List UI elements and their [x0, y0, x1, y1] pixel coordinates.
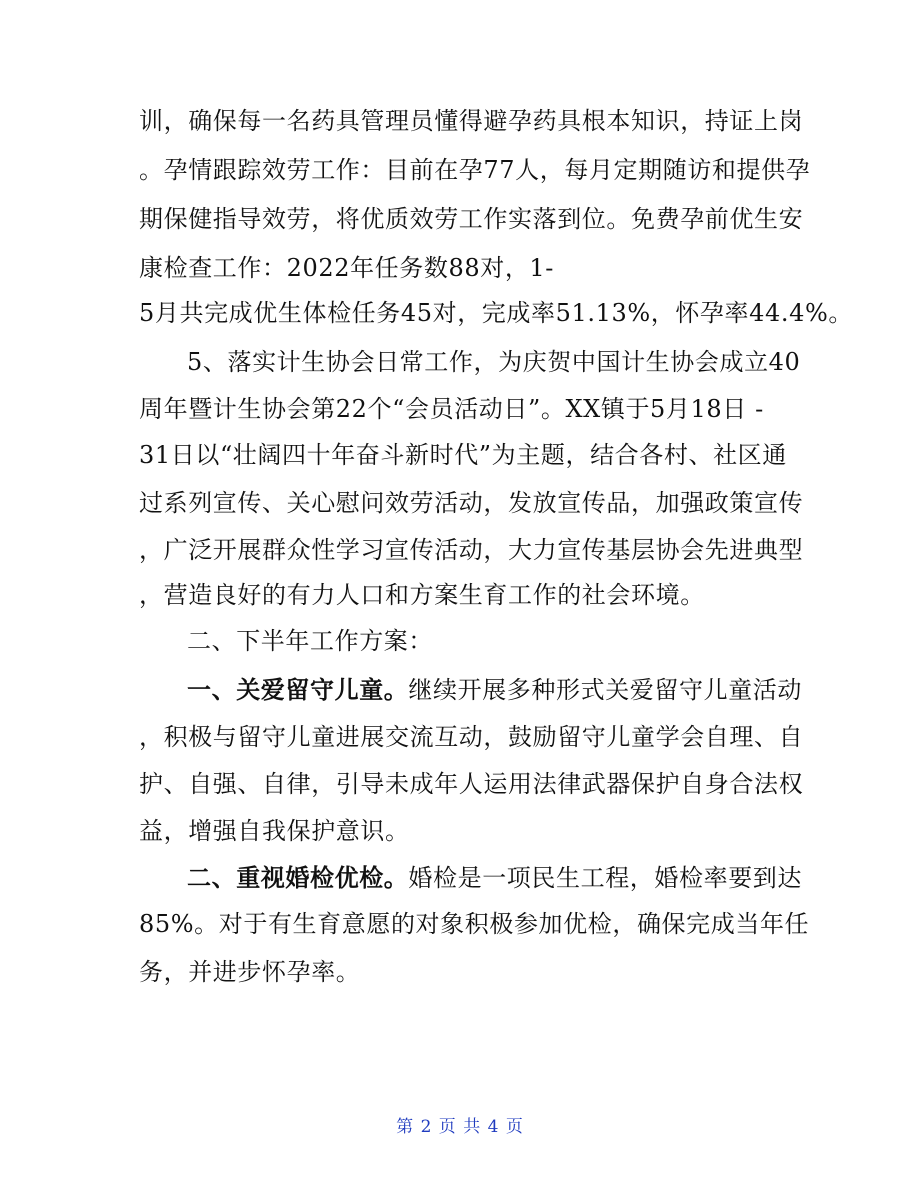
paragraph-line: 5月共完成优生体检任务45对，完成率51.13%，怀孕率44.4%。 — [139, 299, 853, 327]
paragraph-line: 5、落实计生协会日常工作，为庆贺中国计生协会成立40 — [187, 348, 801, 376]
item-text: 婚检是一项民生工程，婚检率要到达 — [408, 864, 803, 892]
page-number-footer: 第 2 页 共 4 页 — [396, 1117, 524, 1137]
paragraph-line: 31日以“壮阔四十年奋斗新时代”为主题，结合各村、社区通 — [139, 441, 787, 469]
paragraph-line: 。孕情跟踪效劳工作：目前在孕77人，每月定期随访和提供孕 — [139, 156, 811, 184]
paragraph-line: ，广泛开展群众性学习宣传活动，大力宣传基层协会先进典型 — [139, 536, 804, 564]
paragraph-line: 期保健指导效劳，将优质效劳工作实落到位。免费孕前优生安 — [139, 205, 804, 233]
paragraph-line: 训，确保每一名药具管理员懂得避孕药具根本知识，持证上岗 — [139, 107, 804, 135]
item-heading: 一、关爱留守儿童。 — [187, 675, 409, 704]
paragraph-line: 护、自强、自律，引导未成年人运用法律武器保护自身合法权 — [139, 770, 804, 798]
section-heading: 二、下半年工作方案： — [187, 627, 433, 655]
item-first-line — [187, 861, 802, 895]
item-text: 继续开展多种形式关爱留守儿童活动 — [408, 676, 803, 704]
paragraph-line: ，积极与留守儿童进展交流互动，鼓励留守儿童学会自理、自 — [139, 723, 804, 751]
item-heading: 二、重视婚检优检。 — [187, 863, 409, 892]
paragraph-line: 务，并进步怀孕率。 — [139, 958, 361, 986]
paragraph-line: 85%。对于有生育意愿的对象积极参加优检，确保完成当年任 — [139, 910, 810, 938]
paragraph-line: 过系列宣传、关心慰问效劳活动，发放宣传品，加强政策宣传 — [139, 489, 804, 517]
paragraph-line: 周年暨计生协会第22个“会员活动日”。XX镇于5月18日 - — [139, 395, 764, 423]
item-first-line — [187, 673, 802, 707]
paragraph-line: 益，增强自我保护意识。 — [139, 817, 410, 845]
paragraph-line: 康检查工作：2022年任务数88对，1- — [139, 254, 554, 282]
paragraph-line: ，营造良好的有力人口和方案生育工作的社会环境。 — [139, 581, 705, 609]
